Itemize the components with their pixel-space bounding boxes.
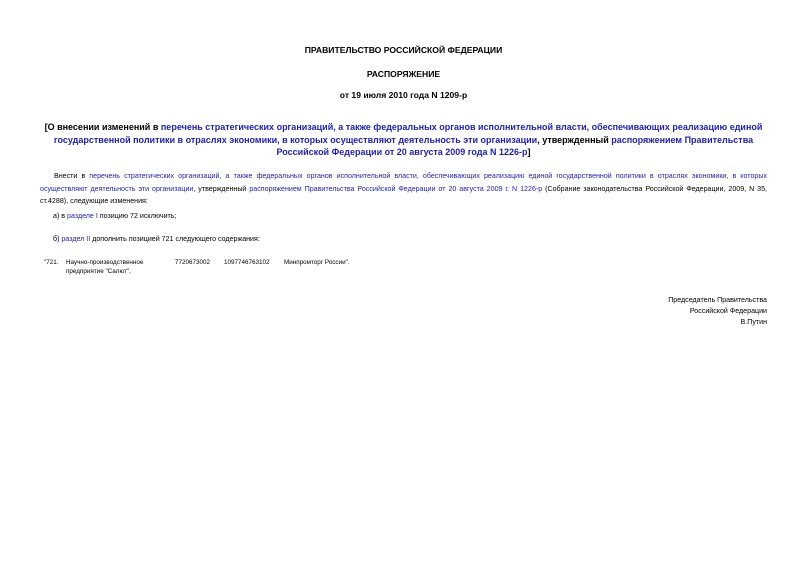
item-b-link-section-2[interactable]: раздел II xyxy=(61,235,91,243)
item-a-link-section-1[interactable]: разделе I xyxy=(67,212,98,220)
para-link-order-1226[interactable]: распоряжением Правительства Российской Федерации от 20 августа 2009 г. N 1226-р xyxy=(249,184,543,193)
title-link-order-1226[interactable]: распоряжением Правительства Российской Федерации от 20 августа 2009 года N 1226-р xyxy=(276,134,754,158)
item-a-suffix: позицию 72 исключить; xyxy=(97,212,177,220)
para-mid: , утвержденный xyxy=(193,184,250,193)
item-a-prefix: а) в xyxy=(53,212,68,220)
entry-ogrn: 1097746763102 xyxy=(224,259,270,266)
item-b-prefix: б) xyxy=(53,235,62,243)
title-link-strategic-list[interactable]: перечень стратегических организаций, а также федеральных органов исполнительной власти, обеспечивающих реализацию единой государственной политики в отраслях экономики, в которых осуществляют деятельность эти организации xyxy=(53,122,763,145)
signature-name: В.Путин xyxy=(740,317,767,326)
signature-title-line1: Председатель Правительства xyxy=(668,296,767,304)
entry-ministry: Минпромторг России". xyxy=(284,259,350,266)
item-b-suffix: дополнить позицией 721 следующего содержания: xyxy=(90,235,260,243)
para-start: Внести в xyxy=(54,172,90,180)
entry-organization-name: Научно-производственное предприятие "Салют", xyxy=(66,259,144,276)
para-end: (Собрание законодательства Российской Федерации, 2009, N 35, ст.4288), следующие изменения: xyxy=(40,184,768,206)
entry-number: "721. xyxy=(44,259,59,266)
title-close: ] xyxy=(527,147,531,158)
entry-inn: 7720673002 xyxy=(175,259,211,266)
signature-block xyxy=(668,295,767,327)
government-heading: ПРАВИТЕЛЬСТВО РОССИЙСКОЙ ФЕДЕРАЦИИ xyxy=(304,45,503,55)
signature-title-line2: Российской Федерации xyxy=(689,306,767,315)
document-date-number: от 19 июля 2010 года N 1209-р xyxy=(339,90,468,100)
title-open: [О внесении изменений в xyxy=(44,122,161,132)
document-title xyxy=(40,121,767,159)
document-type-heading: РАСПОРЯЖЕНИЕ xyxy=(366,69,441,79)
para-link-strategic-list[interactable]: перечень стратегических организаций, а также федеральных органов исполнительной власти, обеспечивающих реализацию единой государственной политики в отраслях экономики, в которых осуществляют деятельность эти организации xyxy=(40,172,767,193)
item-a xyxy=(53,212,176,220)
item-b xyxy=(53,235,260,243)
main-paragraph xyxy=(40,170,767,208)
title-mid: , утвержденный xyxy=(537,134,612,145)
